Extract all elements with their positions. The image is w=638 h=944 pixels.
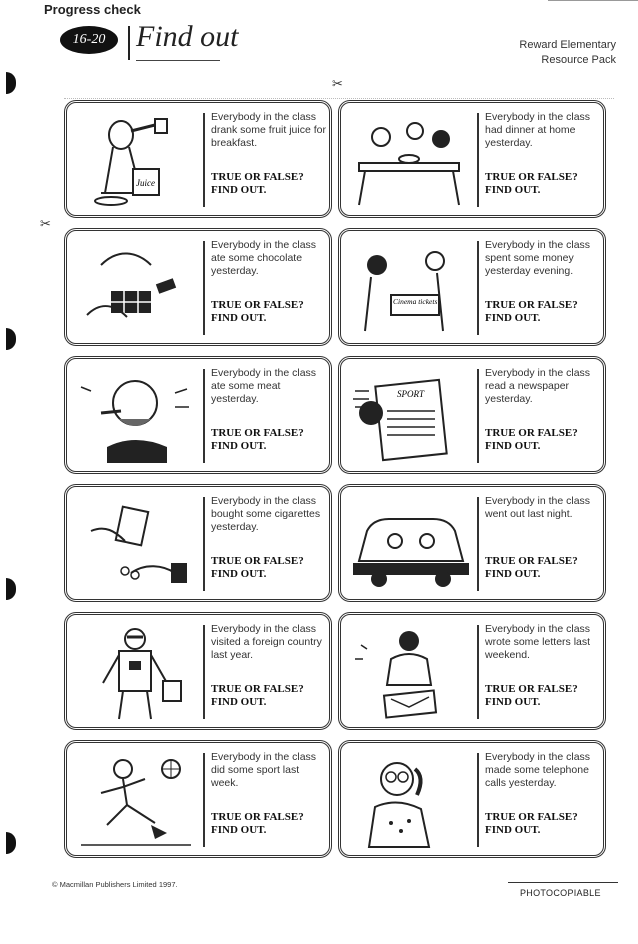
true-false-prompt: TRUE OR FALSE?	[485, 171, 578, 183]
letter-writing-icon	[345, 619, 473, 723]
card-divider	[477, 497, 479, 591]
copyright-notice: © Macmillan Publishers Limited 1997.	[52, 880, 178, 889]
card-statement: Everybody in the class went out last night.	[485, 495, 591, 520]
card-statement: Everybody in the class did some sport last week.	[211, 751, 317, 789]
juice-box-label: Juice	[136, 178, 155, 188]
unit-badge: 16-20	[60, 26, 118, 54]
find-out-prompt: FIND OUT.	[485, 440, 541, 452]
title-underline	[136, 60, 220, 61]
card-statement: Everybody in the class ate some meat yesterday.	[211, 367, 317, 405]
true-false-prompt: TRUE OR FALSE?	[485, 683, 578, 695]
find-out-prompt: FIND OUT.	[211, 312, 267, 324]
card-prompt	[211, 683, 329, 709]
find-out-prompt: FIND OUT.	[485, 696, 541, 708]
card-prompt	[211, 299, 329, 325]
resource-info	[519, 38, 616, 68]
card-statement: Everybody in the class drank some fruit juice for breakfast.	[211, 111, 326, 149]
telephone-icon	[345, 747, 473, 851]
book-subtitle: Resource Pack	[541, 54, 616, 66]
page-title: Find out	[136, 20, 239, 53]
card-statement: Everybody in the class read a newspaper yesterday.	[485, 367, 591, 405]
true-false-prompt: TRUE OR FALSE?	[485, 811, 578, 823]
card-prompt	[485, 555, 603, 581]
statement-card	[338, 228, 606, 346]
book-name: Reward Elementary	[519, 39, 616, 51]
card-divider	[477, 369, 479, 463]
cigarettes-icon	[71, 491, 199, 595]
true-false-prompt: TRUE OR FALSE?	[211, 299, 304, 311]
card-statement: Everybody in the class wrote some letters last weekend.	[485, 623, 591, 661]
find-out-prompt: FIND OUT.	[485, 312, 541, 324]
find-out-prompt: FIND OUT.	[485, 184, 541, 196]
statement-card	[64, 356, 332, 474]
car-icon	[345, 491, 473, 595]
card-prompt	[485, 811, 603, 837]
card-prompt	[211, 555, 329, 581]
newspaper-headline: SPORT	[397, 389, 424, 399]
chocolate-icon	[71, 235, 199, 339]
statement-card	[64, 484, 332, 602]
true-false-prompt: TRUE OR FALSE?	[485, 299, 578, 311]
card-divider	[477, 113, 479, 207]
find-out-prompt: FIND OUT.	[485, 568, 541, 580]
binding-mark	[6, 832, 16, 854]
card-statement: Everybody in the class made some telephone calls yesterday.	[485, 751, 591, 789]
card-prompt	[485, 427, 603, 453]
find-out-prompt: FIND OUT.	[211, 440, 267, 452]
top-rule	[548, 0, 638, 1]
card-prompt	[485, 683, 603, 709]
section-label: Progress check	[44, 2, 141, 17]
dinner-icon	[345, 107, 473, 211]
statement-card	[338, 100, 606, 218]
scissors-icon: ✂	[332, 76, 343, 91]
card-statement: Everybody in the class visited a foreign country last year.	[211, 623, 322, 661]
card-prompt	[211, 427, 329, 453]
juice-icon	[71, 107, 199, 211]
photocopiable-label: PHOTOCOPIABLE	[520, 888, 601, 898]
statement-card	[338, 740, 606, 858]
statement-card	[64, 612, 332, 730]
newspaper-icon	[345, 363, 473, 467]
true-false-prompt: TRUE OR FALSE?	[211, 555, 304, 567]
card-divider	[203, 113, 205, 207]
card-divider	[203, 625, 205, 719]
binding-mark	[6, 328, 16, 350]
card-divider	[477, 241, 479, 335]
card-prompt	[485, 299, 603, 325]
true-false-prompt: TRUE OR FALSE?	[211, 683, 304, 695]
card-divider	[477, 625, 479, 719]
card-divider	[477, 753, 479, 847]
true-false-prompt: TRUE OR FALSE?	[211, 171, 304, 183]
card-statement: Everybody in the class had dinner at home yesterday.	[485, 111, 591, 149]
card-statement: Everybody in the class bought some cigarettes yesterday.	[211, 495, 321, 533]
card-prompt	[211, 171, 329, 197]
true-false-prompt: TRUE OR FALSE?	[211, 811, 304, 823]
true-false-prompt: TRUE OR FALSE?	[211, 427, 304, 439]
true-false-prompt: TRUE OR FALSE?	[485, 427, 578, 439]
footer-rule	[508, 882, 618, 883]
binding-mark	[6, 72, 16, 94]
card-prompt	[211, 811, 329, 837]
card-divider	[203, 241, 205, 335]
statement-card	[338, 484, 606, 602]
cut-line	[64, 98, 614, 99]
cinema-sign-text: Cinema tickets	[393, 297, 438, 306]
tourist-icon	[71, 619, 199, 723]
card-statement: Everybody in the class ate some chocolate yesterday.	[211, 239, 317, 277]
find-out-prompt: FIND OUT.	[211, 696, 267, 708]
cinema-tickets-icon	[345, 235, 473, 339]
card-divider	[203, 753, 205, 847]
statement-card	[338, 356, 606, 474]
find-out-prompt: FIND OUT.	[211, 824, 267, 836]
card-prompt	[485, 171, 603, 197]
card-statement: Everybody in the class spent some money yesterday evening.	[485, 239, 591, 277]
find-out-prompt: FIND OUT.	[211, 184, 267, 196]
scissors-icon: ✂	[40, 216, 51, 231]
title-divider	[128, 26, 130, 60]
statement-card	[338, 612, 606, 730]
card-divider	[203, 497, 205, 591]
card-divider	[203, 369, 205, 463]
statement-card	[64, 100, 332, 218]
true-false-prompt: TRUE OR FALSE?	[485, 555, 578, 567]
statement-card	[64, 228, 332, 346]
find-out-prompt: FIND OUT.	[485, 824, 541, 836]
sport-icon	[71, 747, 199, 851]
binding-mark	[6, 578, 16, 600]
statement-card	[64, 740, 332, 858]
find-out-prompt: FIND OUT.	[211, 568, 267, 580]
eating-man-icon	[71, 363, 199, 467]
